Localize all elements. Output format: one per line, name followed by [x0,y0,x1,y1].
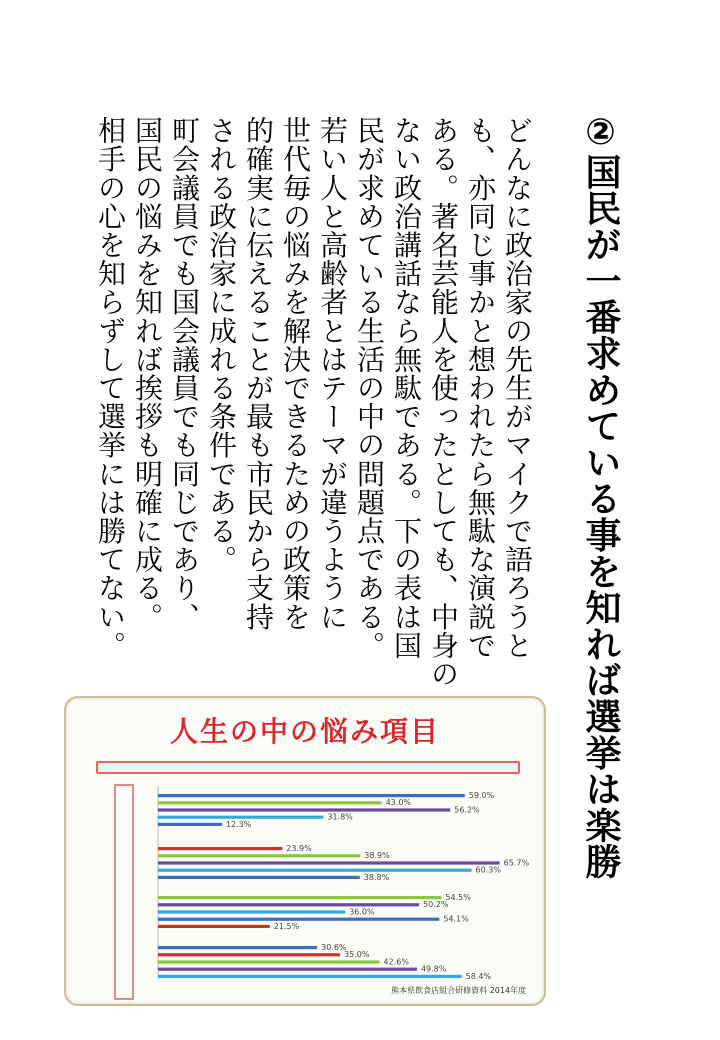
bar [158,925,270,928]
body-column: される政治家に成れる条件である。 [205,116,238,574]
data-label: 59.0% [468,791,495,800]
body-column: ない政治講話なら無駄である。下の表は国 [390,116,423,660]
data-label: 49.8% [420,964,447,974]
bar [158,861,500,864]
bar [158,953,340,956]
body-column: 世代毎の悩みを解決できるための政策を [279,116,312,631]
chart-frame [64,696,546,1006]
body-column: 若い人と高齢者とはテーマが違うように [316,116,349,631]
body-column: どんなに政治家の先生がマイクで語ろうと [501,116,534,660]
data-label: 21.5% [273,921,300,931]
bar [158,946,317,949]
data-label: 50.2% [423,900,449,910]
data-label: 23.9% [286,844,312,853]
page-title: ②国民が一番求めている事を知れば選挙は楽勝 [580,112,621,880]
bar [158,808,450,811]
bar [158,968,417,971]
data-label: 38.8% [363,872,390,882]
data-label: 43.0% [385,798,412,808]
body-column: 町会議員でも国会議員でも同じであり、 [168,116,201,631]
body-text [56,116,536,688]
data-label: 38.9% [364,851,390,861]
bar [158,823,222,826]
bar [158,975,462,978]
data-label: 54.1% [443,914,469,924]
bar [158,903,419,906]
data-label: 42.6% [383,957,409,967]
data-label: 31.8% [327,812,353,822]
body-column: 国民の悩みを知れば挨拶も明確に成る。 [131,116,164,631]
body-column: 相手の心を知らずして選挙には勝てない。 [94,116,127,660]
data-label: 30.6% [321,943,347,952]
bar [158,869,472,872]
body-column: も、亦同じ事かと想われたら無駄な演説で [464,116,497,660]
bar [158,854,360,857]
bar [158,801,382,804]
bar [158,816,323,819]
data-label: 12.3% [225,819,252,829]
data-label: 58.4% [465,971,492,981]
bar [158,960,380,963]
chart-title: 人生の中の悩み項目 [169,715,440,748]
bar [158,847,282,850]
bar [158,794,465,797]
data-label: 60.3% [475,865,501,875]
bar-chart [66,698,544,1004]
bar [158,896,441,899]
bar [158,910,345,913]
bar [158,876,360,879]
data-label: 54.5% [445,893,471,902]
body-column: 的確実に伝えることが最も市民から支持 [242,116,275,631]
data-label: 65.7% [503,858,530,868]
chart-source: 熊本県飲食店組合研修資料 2014年度 [391,986,526,995]
data-label: 56.2% [454,805,480,815]
bar [158,918,439,921]
body-column: ある。著名芸能人を使ったとしても、中身の [427,116,460,688]
body-column: 民が求めている生活の中の問題点である。 [353,116,386,660]
data-label: 35.0% [344,950,370,960]
category-highlight-box [114,784,134,1000]
data-label: 36.0% [349,907,375,917]
